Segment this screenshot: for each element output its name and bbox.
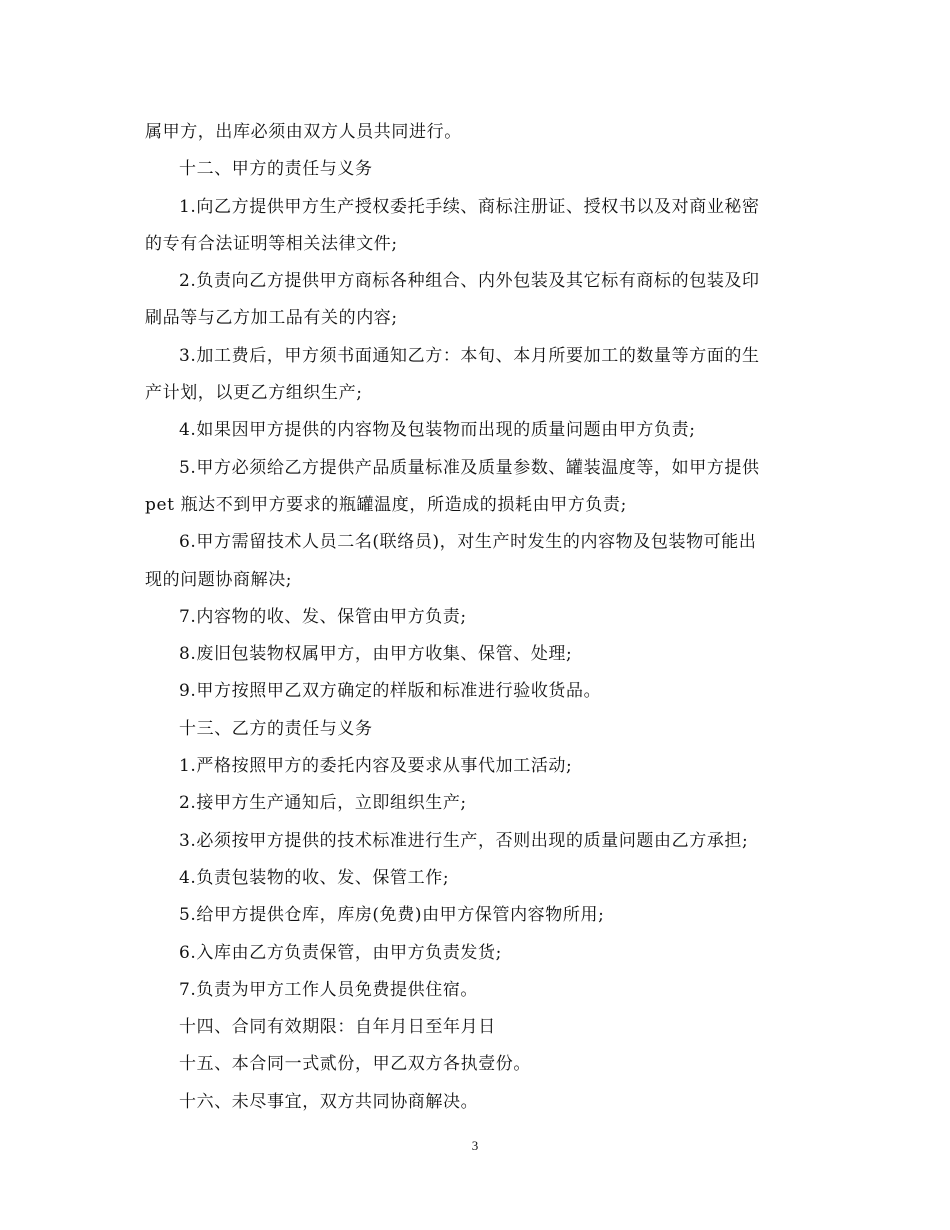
text-line: 6.甲方需留技术人员二名(联络员)，对生产时发生的内容物及包装物可能出	[179, 532, 757, 553]
text-line: 7.内容物的收、发、保管由甲方负责;	[179, 606, 467, 627]
text-line: 5.给甲方提供仓库，库房(免费)由甲方保管内容物所用;	[179, 905, 605, 926]
text-line: 5.甲方必须给乙方提供产品质量标准及质量参数、罐装温度等，如甲方提供	[179, 457, 760, 478]
text-line: 刷品等与乙方加工品有关的内容;	[145, 308, 398, 329]
text-line: 3.必须按甲方提供的技术标准进行生产，否则出现的质量问题由乙方承担;	[179, 830, 749, 851]
text-line: 1.严格按照甲方的委托内容及要求从事代加工活动;	[179, 756, 573, 777]
text-line: 产计划，以更乙方组织生产;	[145, 383, 363, 404]
text-line: 3.加工费后，甲方须书面通知乙方：本旬、本月所要加工的数量等方面的生	[179, 345, 760, 366]
text-line: pet 瓶达不到甲方要求的瓶罐温度，所造成的损耗由甲方负责;	[145, 494, 627, 515]
section-heading-14: 十四、合同有效期限：自年月日至年月日	[179, 1017, 496, 1038]
text-line: 6.入库由乙方负责保管，由甲方负责发货;	[179, 942, 502, 963]
page-number: 3	[471, 1138, 479, 1153]
text-line: 2.接甲方生产通知后，立即组织生产;	[179, 793, 467, 814]
text-line: 1.向乙方提供甲方生产授权委托手续、商标注册证、授权书以及对商业秘密	[179, 196, 760, 217]
section-heading-13: 十三、乙方的责任与义务	[179, 718, 373, 739]
text-line: 属甲方，出库必须由双方人员共同进行。	[145, 122, 462, 142]
text-line: 2.负责向乙方提供甲方商标各种组合、内外包装及其它标有商标的包装及印	[179, 271, 760, 292]
section-heading-15: 十五、本合同一式贰份，甲乙双方各执壹份。	[179, 1054, 531, 1075]
text-line: 7.负责为甲方工作人员免费提供住宿。	[179, 979, 479, 1000]
section-heading-12: 十二、甲方的责任与义务	[179, 159, 373, 180]
text-line: 8.废旧包装物权属甲方，由甲方收集、保管、处理;	[179, 644, 573, 665]
section-heading-16: 十六、未尽事宜，双方共同协商解决。	[179, 1091, 479, 1112]
text-line: 的专有合法证明等相关法律文件;	[145, 233, 398, 254]
text-line: 4.如果因甲方提供的内容物及包装物而出现的质量问题由甲方负责;	[179, 420, 696, 441]
contract-body	[145, 114, 810, 1121]
text-line: 4.负责包装物的收、发、保管工作;	[179, 867, 450, 888]
text-line: 9.甲方按照甲乙双方确定的样版和标准进行验收货品。	[179, 681, 602, 702]
text-line: 现的问题协商解决;	[145, 569, 293, 590]
